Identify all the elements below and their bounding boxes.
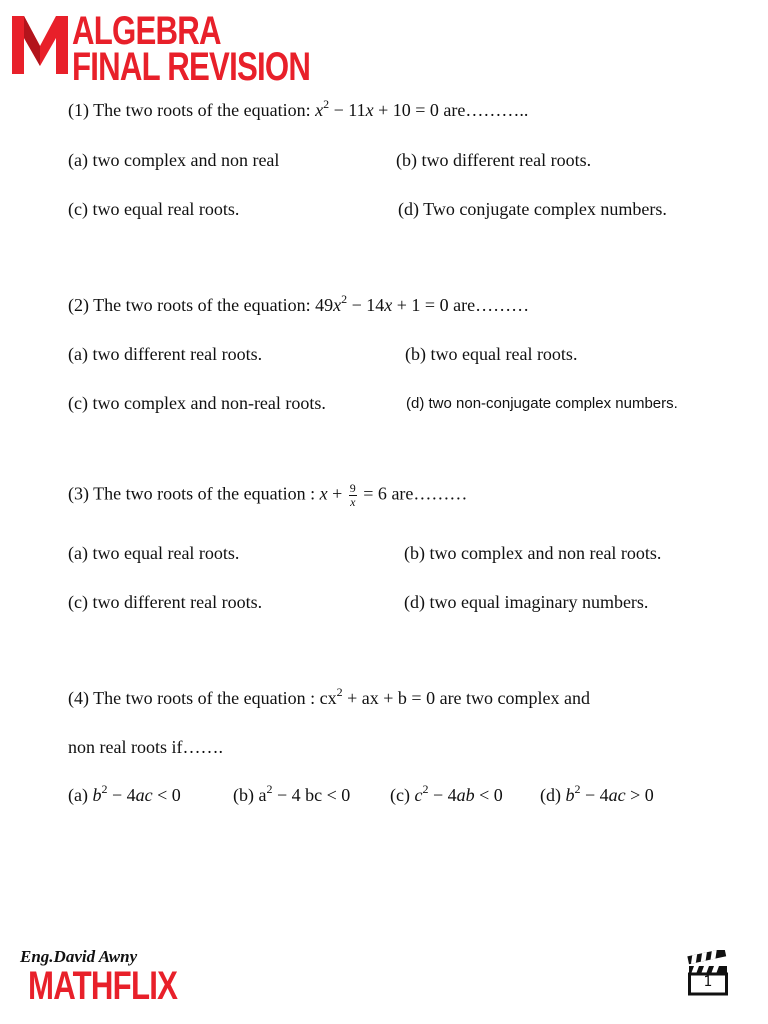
clapperboard-icon — [686, 950, 730, 996]
question-4-prefix: (4) The two roots of the equation : — [68, 688, 320, 708]
eq-term: − 4 bc < 0 — [272, 785, 351, 805]
eq-term: cx — [319, 688, 337, 708]
fraction-denominator: x — [350, 495, 356, 509]
eq-term: + ax + b = 0 — [342, 688, 436, 708]
q4-option-d — [540, 782, 654, 806]
eq-exponent: 2 — [422, 782, 429, 796]
eq-term: x — [384, 295, 393, 315]
header-logo — [10, 8, 311, 89]
question-2-prefix: (2) The two roots of the equation: — [68, 295, 316, 315]
eq-term: 49 — [315, 295, 334, 315]
question-2 — [68, 292, 530, 316]
eq-exponent: 2 — [574, 782, 581, 796]
q4-option-b — [233, 782, 351, 806]
q3-option-d: (d) two equal imaginary numbers. — [404, 592, 649, 612]
q3-option-a: (a) two equal real roots. — [68, 543, 240, 563]
q1-option-c: (c) two equal real roots. — [68, 199, 240, 219]
q2-option-b: (b) two equal real roots. — [405, 344, 578, 364]
eq-term: − 4 — [107, 785, 136, 805]
eq-term: + — [327, 483, 347, 504]
option-label: (a) — [68, 785, 93, 805]
eq-term: + 1 = 0 — [392, 295, 449, 315]
eq-term: x — [319, 483, 328, 504]
eq-term: a — [258, 785, 267, 805]
eq-term: − 11 — [329, 100, 366, 120]
footer-brand: MATHFLIX — [28, 964, 178, 1008]
question-3-suffix: are……… — [386, 483, 468, 504]
q1-option-d: (d) Two conjugate complex numbers. — [398, 199, 667, 219]
eq-term: < 0 — [474, 785, 503, 805]
eq-term: − 14 — [347, 295, 385, 315]
eq-exponent: 2 — [336, 685, 343, 699]
eq-term: − 4 — [428, 785, 457, 805]
eq-term: < 0 — [152, 785, 181, 805]
eq-exponent: 2 — [101, 782, 108, 796]
question-1-prefix: (1) The two roots of the equation: — [68, 100, 316, 120]
eq-fraction — [349, 482, 357, 509]
eq-term: b — [92, 785, 102, 805]
question-4-suffix: are two complex and — [435, 688, 591, 708]
q3-option-b: (b) two complex and non real roots. — [404, 543, 662, 563]
eq-term: ac — [608, 785, 626, 805]
q2-option-d: (d) two non-conjugate complex numbers. — [406, 395, 678, 412]
eq-term: x — [365, 100, 374, 120]
option-label: (c) — [390, 785, 415, 805]
question-4-line2: non real roots if……. — [68, 737, 223, 757]
q4-option-a — [68, 782, 181, 806]
eq-term: b — [565, 785, 575, 805]
eq-exponent: 2 — [266, 782, 273, 796]
question-2-suffix: are……… — [448, 295, 530, 315]
eq-exponent: 2 — [341, 292, 348, 306]
eq-term: x — [315, 100, 324, 120]
header-title-line2: FINAL REVISION — [72, 45, 311, 89]
eq-term: − 4 — [580, 785, 609, 805]
page-number: 1 — [703, 974, 713, 990]
question-4 — [68, 685, 591, 709]
question-1 — [68, 97, 529, 121]
q1-option-b: (b) two different real roots. — [396, 150, 592, 170]
eq-term: c — [414, 785, 423, 805]
q2-option-c: (c) two complex and non-real roots. — [68, 393, 326, 413]
logo-m-icon — [10, 12, 70, 76]
footer-author: Eng.David Awny — [20, 947, 138, 966]
eq-term: + 10 = 0 — [373, 100, 439, 120]
eq-term: ac — [135, 785, 153, 805]
eq-term: ab — [456, 785, 475, 805]
option-label: (b) — [233, 785, 259, 805]
q1-option-a: (a) two complex and non real — [68, 150, 280, 170]
eq-exponent: 2 — [323, 97, 330, 111]
question-1-suffix: are……….. — [438, 100, 529, 120]
q3-option-c: (c) two different real roots. — [68, 592, 263, 612]
q4-option-c — [390, 782, 503, 806]
question-3 — [68, 482, 467, 509]
question-3-prefix: (3) The two roots of the equation : — [68, 483, 320, 504]
header-title-line1: ALGEBRA — [72, 9, 221, 53]
eq-term: = 6 — [358, 483, 387, 504]
q2-option-a: (a) two different real roots. — [68, 344, 263, 364]
eq-term: > 0 — [625, 785, 654, 805]
option-label: (d) — [540, 785, 566, 805]
eq-term: x — [333, 295, 342, 315]
fraction-numerator: 9 — [349, 481, 356, 495]
